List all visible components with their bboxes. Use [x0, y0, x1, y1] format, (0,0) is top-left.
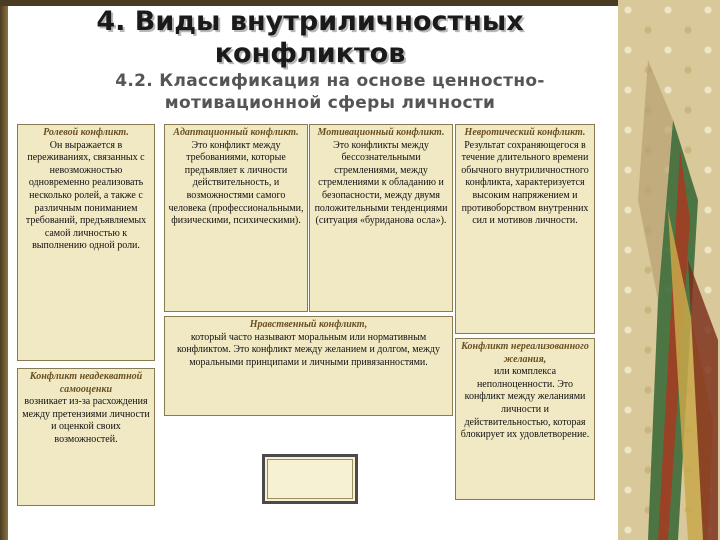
self-esteem-conflict-text: возникает из-за расхождения между претензиями личности и оценкой своих возможностей.	[22, 396, 150, 445]
adaptive-conflict-text: Это конфликт между требованиями, которые предъявляет к личности действительность, и возможностями самого человека (профессиональными, физическими, психическими).	[168, 139, 304, 227]
motivational-conflict-box	[309, 124, 453, 312]
unrealized-desire-conflict-heading: Конфликт нереализованного желания,	[461, 341, 589, 365]
decorative-ornament-panel	[618, 0, 720, 540]
role-conflict-text: Он выражается в переживаниях, связанных с невозможностью одновременно реализовать несколько ролей, а также с различным пониманием требований, предъявляемых самой личностью к выполнению одной роли.	[25, 139, 147, 252]
adaptive-conflict-box	[164, 124, 308, 312]
unrealized-desire-conflict-box	[455, 338, 595, 500]
motivational-conflict-text: Это конфликты между бессознательными стремлениями, между стремлениями к обладанию и безопасности, между двумя положительными тенденциями (ситуация «буриданова осла»).	[314, 139, 448, 227]
motivational-conflict-heading: Мотивационный конфликт.	[317, 127, 445, 138]
neurotic-conflict-box	[455, 124, 595, 334]
adaptive-conflict-heading: Адаптационный конфликт.	[173, 127, 299, 138]
neurotic-conflict-text: Результат сохраняющегося в течение длительного времени обычного внутриличностного конфликта, характеризуется высоким напряжением и противоборством внутренних сил и мотивов личности.	[461, 139, 589, 227]
moral-conflict-text: который часто называют моральным или нормативным конфликтом. Это конфликт между желанием и долгом, между моральными принципами и личными привязанностями.	[176, 331, 441, 368]
unrealized-desire-conflict-text: или комплекса неполноценности. Это конфликт между желаниями личности и действительностью, которая блокирует их удовлетворение.	[460, 366, 590, 441]
slide-subtitle: 4.2. Классификация на основе ценностно-мотивационной сферы личности	[115, 71, 545, 113]
slide-title: 4. Виды внутриличностных конфликтов	[96, 6, 524, 69]
neurotic-conflict-heading: Невротический конфликт.	[464, 127, 586, 138]
slide-frame-left	[0, 0, 8, 540]
moral-conflict-box	[164, 316, 453, 416]
role-conflict-heading: Ролевой конфликт.	[43, 127, 129, 138]
role-conflict-box	[17, 124, 155, 361]
self-esteem-conflict-heading: Конфликт неадекватной самооценки	[29, 371, 143, 395]
navigation-button[interactable]	[262, 454, 358, 504]
self-esteem-conflict-box	[17, 368, 155, 506]
decorative-ornament-svg	[618, 0, 720, 540]
moral-conflict-heading: Нравственный конфликт,	[249, 319, 368, 330]
